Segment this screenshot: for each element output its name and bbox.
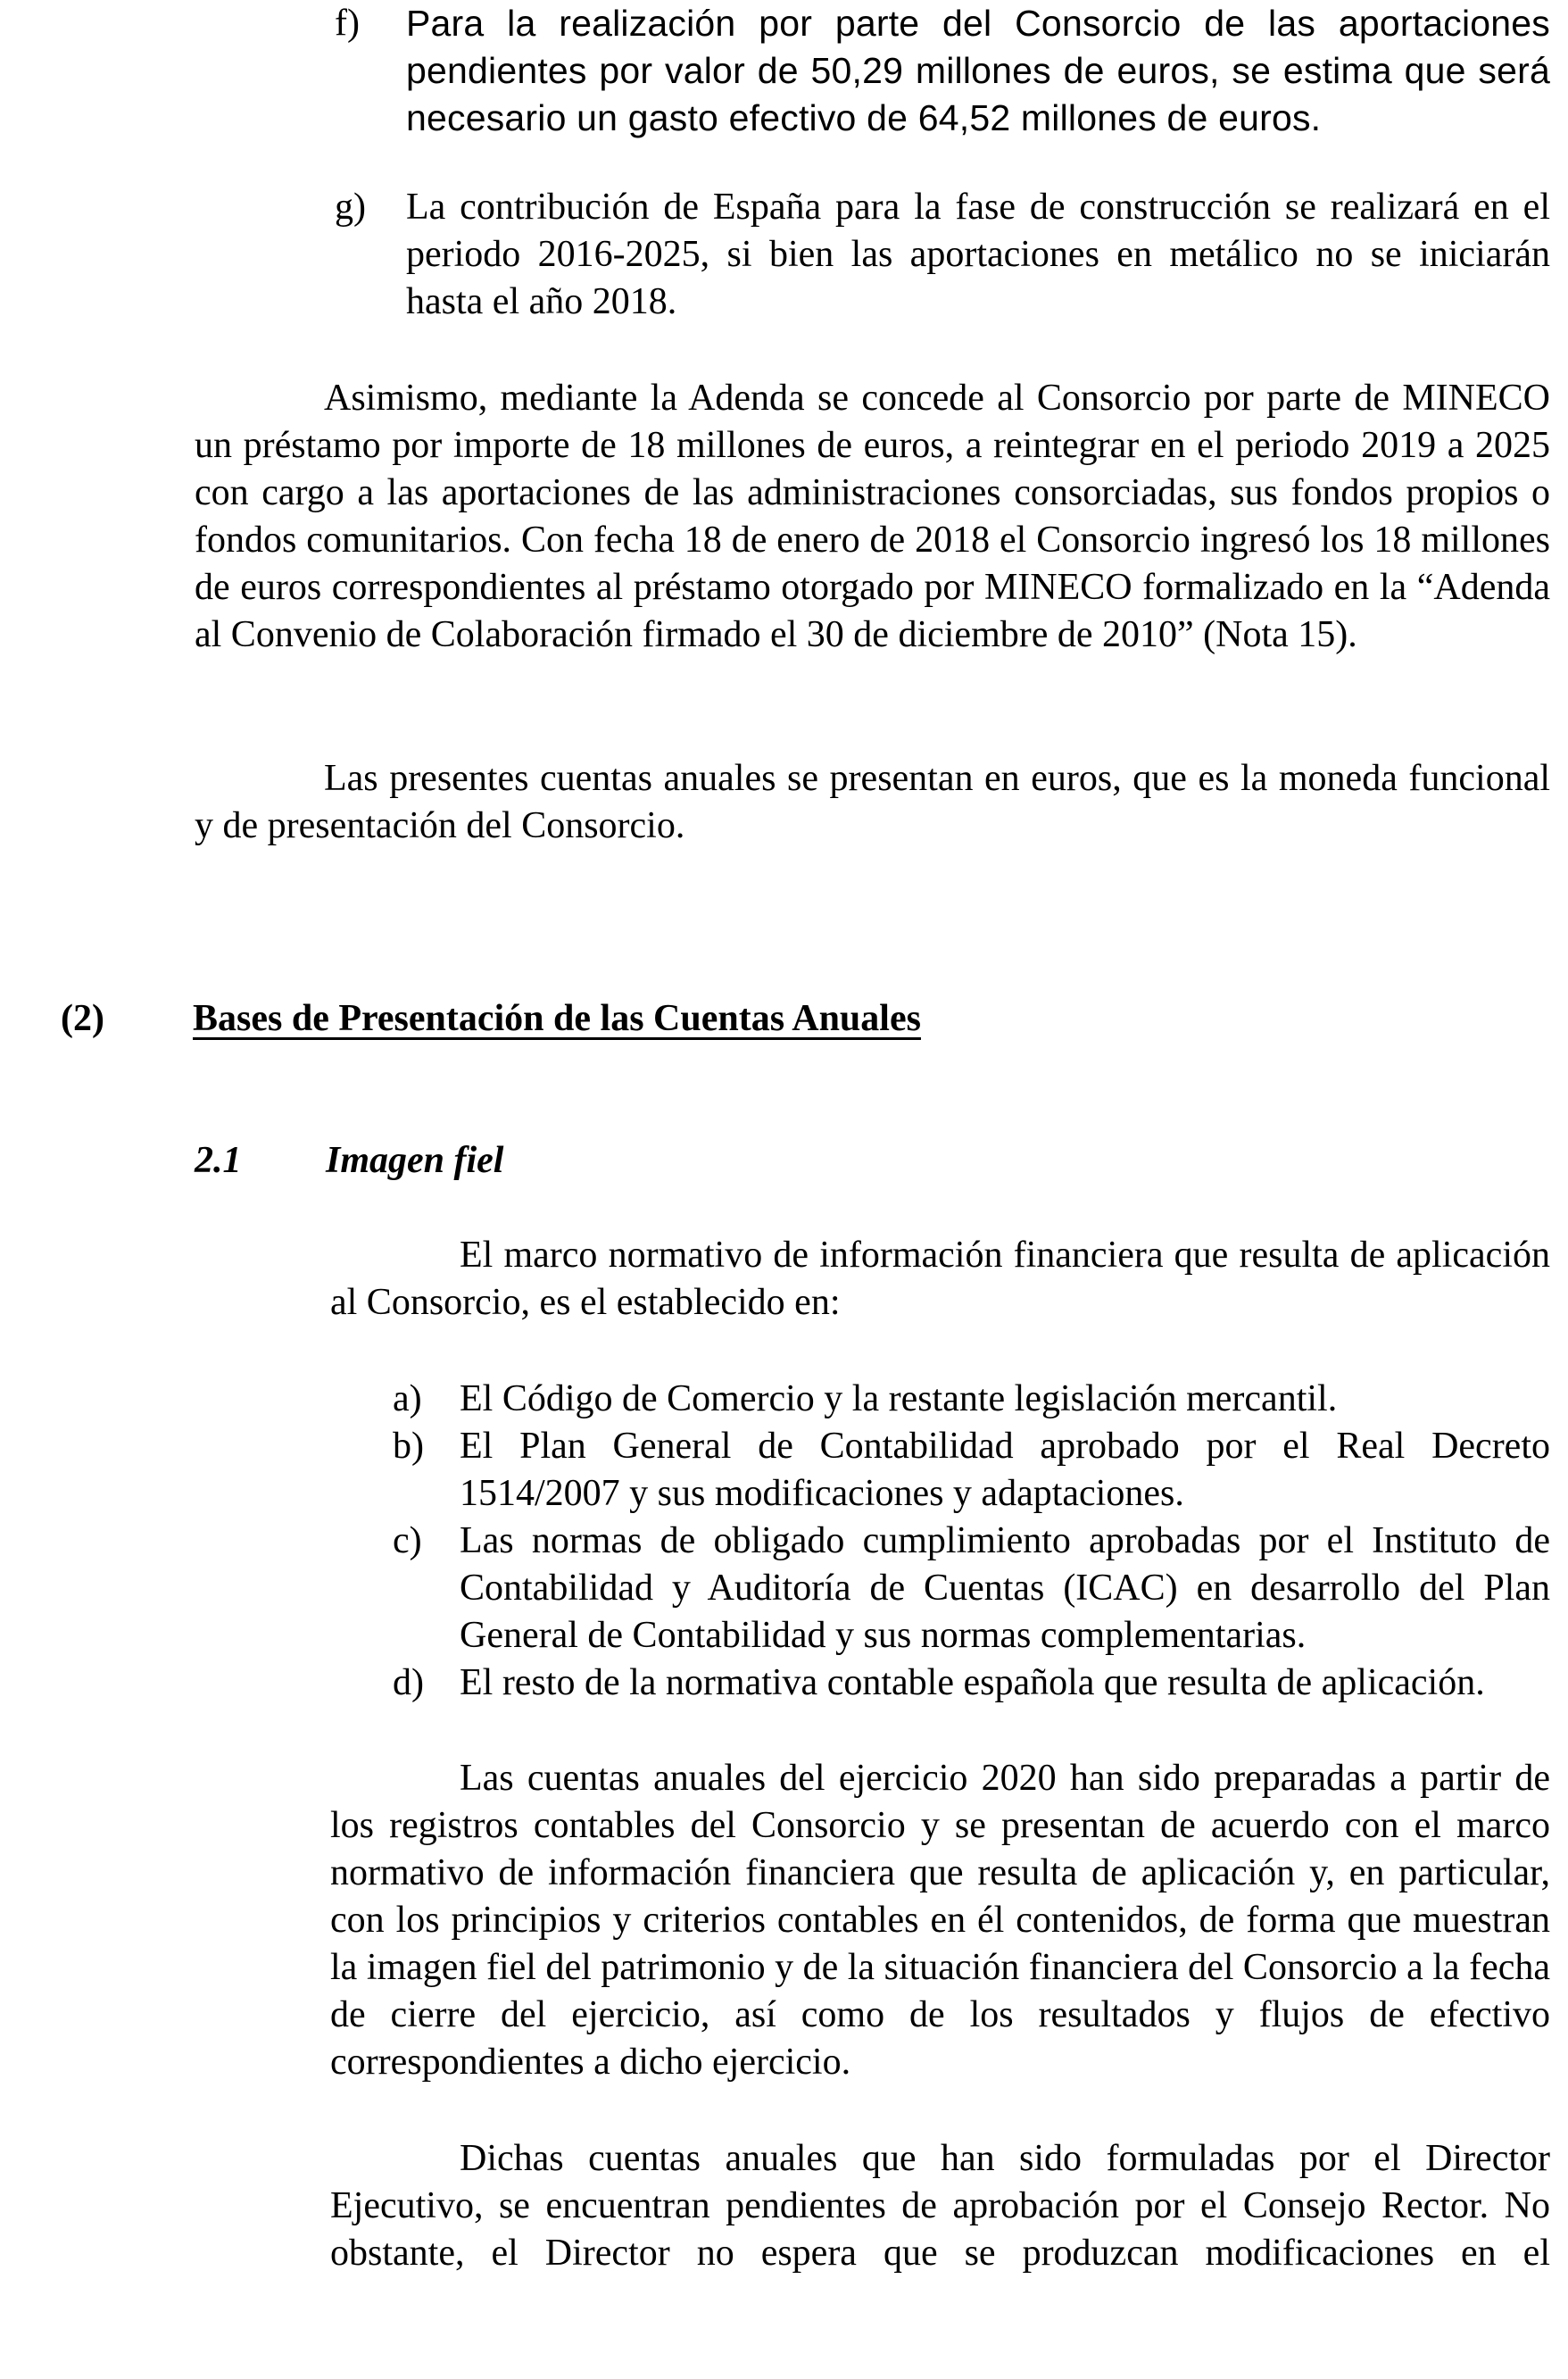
list-item-text: Las normas de obligado cumplimiento aprobadas por el Instituto de Contabilidad y Auditoría de Cuentas (ICAC) en desarrollo del Plan General de Contabilidad y sus normas complementarias. — [460, 1520, 1550, 1656]
list-item-f — [335, 0, 1550, 143]
list-item-c — [393, 1518, 1550, 1659]
list-item-a — [393, 1376, 1550, 1423]
imagen-fiel-paragraph-1: Las cuentas anuales del ejercicio 2020 han sido preparadas a partir de los registros contables del Consorcio y se presentan de acuerdo con el marco normativo de información financiera que resulta de aplicación y, en particular, con los principios y criterios contables en él contenidos, de forma que muestran la imagen fiel del patrimonio y de la situación financiera del Consorcio a la fecha de cierre del ejercicio, así como de los resultados y flujos de efectivo correspondientes a dicho ejercicio. — [330, 1758, 1550, 2083]
list-item-text: Para la realización por parte del Consorcio de las aportaciones pendientes por valor de 50,29 millones de euros, se estima que será necesario un gasto efectivo de 64,52 millones de euros. — [406, 3, 1550, 138]
subsection-heading — [195, 1137, 1087, 1191]
subsection-number: 2.1 — [195, 1140, 242, 1181]
list-marker: b) — [393, 1426, 424, 1467]
list-marker: a) — [393, 1378, 422, 1419]
section-title: Bases de Presentación de las Cuentas Anuales — [193, 998, 921, 1039]
imagen-fiel-intro: El marco normativo de información financiera que resulta de aplicación al Consorcio, es el establecido en: — [330, 1235, 1550, 1323]
imagen-fiel-paragraph-2: Dichas cuentas anuales que han sido formuladas por el Director Ejecutivo, se encuentran pendientes de aprobación por el Consejo Rector. No obstante, el Director no espera que se produzcan modificaciones en el — [330, 2138, 1550, 2274]
list-item-text: El Plan General de Contabilidad aprobado por el Real Decreto 1514/2007 y sus modificaciones y adaptaciones. — [460, 1426, 1550, 1514]
paragraph-moneda: Las presentes cuentas anuales se presentan en euros, que es la moneda funcional y de presentación del Consorcio. — [195, 758, 1550, 846]
paragraph-adenda: Asimismo, mediante la Adenda se concede al Consorcio por parte de MINECO un préstamo por importe de 18 millones de euros, a reintegrar en el periodo 2019 a 2025 con cargo a las aportaciones de las administraciones consorciadas, sus fondos propios o fondos comunitarios. Con fecha 18 de enero de 2018 el Consorcio ingresó los 18 millones de euros correspondientes al préstamo otorgado por MINECO formalizado en la “Adenda al Convenio de Colaboración firmado el 30 de diciembre de 2010” (Nota 15). — [195, 378, 1550, 655]
list-item-b — [393, 1423, 1550, 1518]
list-item-text: El resto de la normativa contable española que resulta de aplicación. — [460, 1662, 1485, 1703]
section-heading — [61, 995, 1489, 1049]
list-item-g — [335, 184, 1550, 327]
section-number: (2) — [61, 998, 104, 1039]
list-marker: c) — [393, 1520, 422, 1561]
list-item-text: El Código de Comercio y la restante legislación mercantil. — [460, 1378, 1338, 1419]
list-marker: g) — [335, 187, 366, 228]
list-item-d — [393, 1659, 1550, 1707]
list-marker: d) — [393, 1662, 424, 1703]
list-marker: f) — [335, 3, 360, 44]
subsection-title: Imagen fiel — [326, 1140, 504, 1181]
list-item-text: La contribución de España para la fase de construcción se realizará en el periodo 2016-2025, si bien las aportaciones en metálico no se iniciarán hasta el año 2018. — [406, 187, 1550, 322]
